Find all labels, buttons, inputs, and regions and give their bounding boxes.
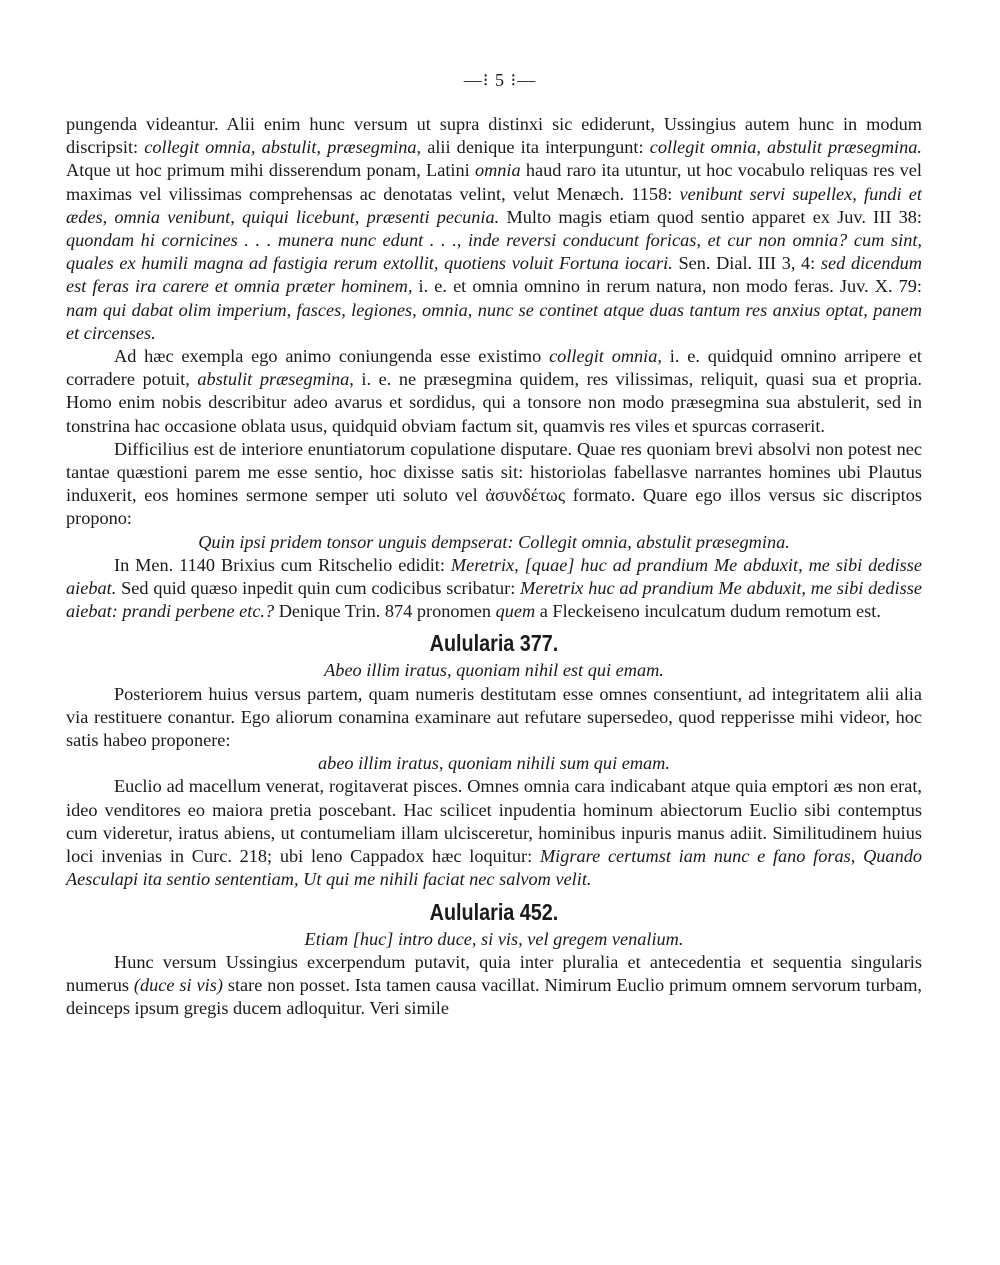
text-run: Multo magis etiam quod sentio apparet ex Juv. III 38:: [499, 206, 922, 227]
page-number: —⁝ 5 ⁝—: [463, 70, 537, 90]
italic-text: collegit omnia, abstulit, præsegmina,: [144, 137, 422, 158]
text-run: Denique Trin. 874 pronomen: [274, 601, 496, 622]
body-paragraph: [66, 683, 922, 753]
text-run: Sen. Dial. III 3, 4:: [672, 253, 821, 274]
italic-text: Migrare certumst iam nunc e fano foras, Quando Aesculapi ita sentio sententiam, Ut qui me nihili faciat nec salvom velit.: [66, 846, 922, 890]
italic-text: venibunt servi supellex, fundi et ædes, omnia venibunt, quiqui licebunt, præsenti pecunia.: [66, 183, 922, 227]
verse-line: [66, 659, 922, 682]
italic-text: Meretrix huc ad prandium Me abduxit, me sibi dedisse aiebat: prandi perbene etc.?: [66, 578, 922, 622]
text-run: In Men. 1140 Brixius cum Ritschelio edidit:: [114, 554, 451, 575]
italic-text: Abeo illim iratus, quoniam nihil est qui emam.: [324, 660, 664, 681]
verse-line: [66, 928, 922, 951]
text-run: formato. Quare ego illos versus sic discriptos propono:: [66, 485, 922, 529]
section-heading: Aulularia 377.: [429, 630, 559, 657]
body-paragraph: [66, 345, 922, 438]
italic-text: abeo illim iratus, quoniam nihili sum qui emam.: [318, 753, 670, 774]
italic-text: (duce si vis): [133, 974, 223, 995]
text-run: Difficilius est de interiore enuntiatorum copulatione disputare. Quae res quoniam brevi absolvi non potest nec tantae quæstioni parem me esse sentio, hoc dixisse satis sit: historiolas fabellasve narrantes homines ubi Plautus induxerit, eos homines sermone semper uti soluto vel: [66, 438, 922, 506]
text-run: i. e. quidquid omnino arripere et corradere potuit,: [66, 346, 923, 390]
italic-text: quondam hi cornicines . . . munera nunc edunt . . ., inde reversi conducunt foricas, et cur non omnia? cum sint, quales ex humili magna ad fastigia rerum extollit, quotiens voluit Fortuna iocari.: [66, 230, 922, 274]
verse-line: [66, 752, 922, 775]
page-body: [66, 113, 922, 1020]
text-run: i. e. et omnia omnino in rerum natura, non modo feras. Juv. X. 79:: [412, 276, 923, 297]
body-paragraph: [66, 438, 922, 531]
text-run: pungenda videantur. Alii enim hunc versum ut supra distinxi sic ediderunt, Ussingius autem hunc in modum discripsit:: [66, 114, 922, 158]
text-run: alii denique ita interpungunt:: [421, 137, 650, 158]
italic-text: Meretrix, [quae] huc ad prandium Me abduxit, me sibi dedisse aiebat.: [66, 554, 922, 599]
body-paragraph: [66, 951, 922, 1021]
italic-text: quem: [495, 601, 536, 622]
verse-line: [66, 531, 922, 554]
italic-text: sed dicendum est feras ira carere et omnia præter hominem,: [66, 253, 923, 297]
italic-text: collegit omnia, abstulit præsegmina.: [649, 137, 922, 158]
body-paragraph: [66, 554, 922, 624]
italic-text: omnia: [474, 160, 521, 181]
text-run: Hunc versum Ussingius excerpendum putavit, quia inter pluralia et antecedentia et sequentia singularis numerus: [66, 951, 922, 995]
italic-text: collegit omnia,: [549, 346, 662, 367]
text-run: ἀσυνδέτως: [485, 485, 566, 506]
body-paragraph: [66, 775, 922, 891]
text-run: Sed quid quæso inpedit quin cum codicibus scribatur:: [116, 578, 521, 599]
section-heading: Aulularia 452.: [429, 898, 559, 925]
text-run: haud raro ita utuntur, ut hoc vocabulo reliquas res vel maximas vel vilissimas comprehensas ac denotatas velint, velut Menæch. 1158:: [66, 160, 923, 204]
italic-text: abstulit præsegmina,: [197, 369, 354, 390]
italic-text: Etiam [huc] intro duce, si vis, vel gregem venalium.: [304, 928, 684, 949]
text-run: stare non posset. Ista tamen causa vacillat. Nimirum Euclio primum omnem servorum turbam, deinceps ipsum gregis ducem adloquitur. Veri simile: [66, 974, 922, 1019]
text-run: Ad hæc exempla ego animo coniungenda esse existimo: [114, 346, 550, 367]
text-run: a Fleckeiseno inculcatum dudum remotum est.: [535, 601, 881, 622]
italic-text: nam qui dabat olim imperium, fasces, legiones, omnia, nunc se continet atque duas tantum res anxius optat, panem et circenses.: [66, 299, 922, 343]
text-run: Posteriorem huius versus partem, quam numeris destitutam esse omnes consentiunt, ad integritatem alii alia via restituere conantur. Ego aliorum conamina examinare aut refutare supersedeo, quod repperisse mihi videor, hoc satis habeo proponere:: [66, 683, 922, 751]
body-paragraph: [66, 113, 922, 345]
italic-text: Quin ipsi pridem tonsor unguis dempserat: Collegit omnia, abstulit præsegmina.: [198, 531, 790, 552]
text-run: Euclio ad macellum venerat, rogitaverat pisces. Omnes omnia cara indicabant atque quia emptori æs non erat, ideo venditores eo maiora pretia poscebant. Hac scilicet inpudentia hominum abiectorum Euclio sibi contemptus cum videretur, iratus abiens, ut contumeliam illam ulcisceretur, hominibus inpuris manus adiit. Similitudinem huius loci invenias in Curc. 218; ubi leno Cappadox hæc loquitur:: [66, 776, 922, 867]
text-run: i. e. ne præsegmina quidem, res vilissimas, reliquit, quasi sua et propria. Homo enim nobis describitur adeo avarus et sordidus, qui a tonsore non modo præsegmina sua abstulerit, sed in tonstrina hac occasione oblata usus, quidquid obviam factum sit, quamvis res viles et spurcas corraserit.: [66, 369, 923, 436]
text-run: Atque ut hoc primum mihi disserendum ponam, Latini: [66, 160, 475, 181]
